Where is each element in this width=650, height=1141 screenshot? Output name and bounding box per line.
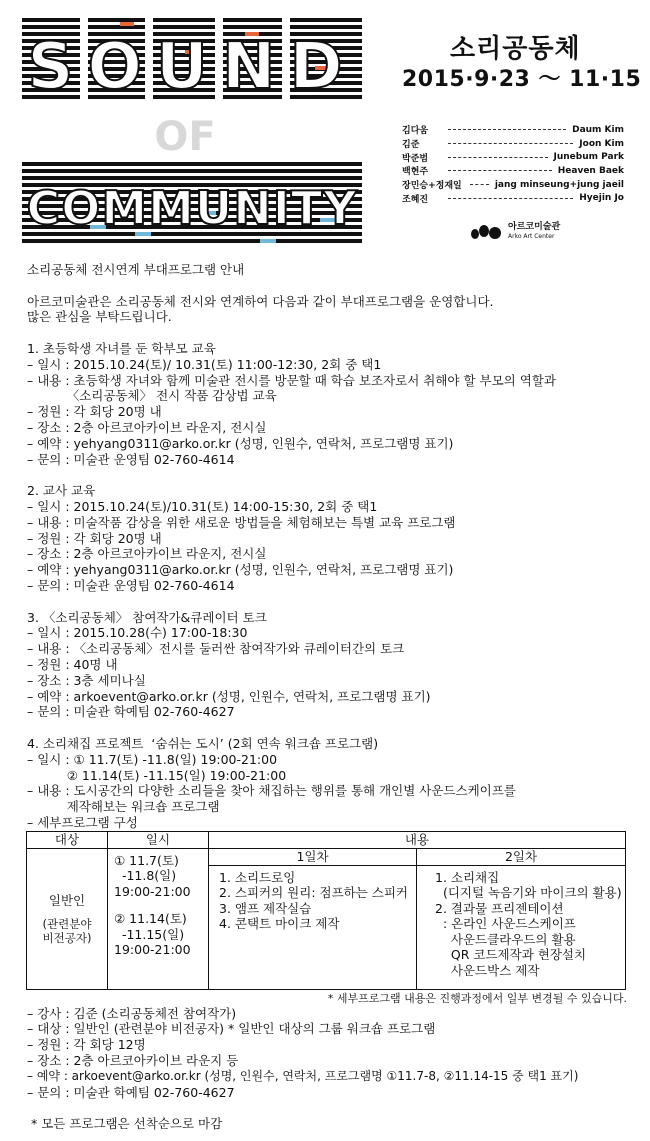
- date-line: ② 11.14(토): [114, 911, 187, 927]
- artist-credits: [402, 123, 624, 205]
- arko-logo: [470, 222, 560, 242]
- table-note: * 세부프로그램 내용은 진행과정에서 일부 변경될 수 있습니다.: [327, 991, 627, 1005]
- section-line: – 장소 : 3층 세미나실: [27, 672, 146, 688]
- section-1: [27, 341, 627, 467]
- logo-name-kr: 아르코미술관: [508, 222, 561, 232]
- section-line: – 문의 : 미술관 학예팀 02-760-4627: [27, 704, 235, 720]
- section-line: – 일시 : 2015.10.24(토)/ 10.31(토) 11:00-12:30, 2회 중 택1: [27, 356, 382, 372]
- credit-name-en: Joon Kim: [579, 138, 624, 149]
- credit-row: [402, 178, 624, 192]
- credit-name-en: Daum Kim: [572, 124, 624, 135]
- content-cell: [209, 848, 626, 989]
- section-line: – 일시 : ① 11.7(토) -11.8(일) 19:00-21:00: [27, 751, 278, 767]
- day2-item: 2. 결과물 프리젠테이션: [435, 900, 564, 916]
- section-line: – 내용 : 미술작품 감상을 위한 새로운 방법들을 체험해보는 특별 교육 프로그램: [27, 514, 456, 530]
- credit-name-en: Heaven Baek: [557, 165, 624, 176]
- title-sound: [22, 18, 362, 104]
- section-line: – 정원 : 각 회당 20명 내: [27, 404, 162, 420]
- credit-divider: [448, 198, 573, 199]
- program-notice: [27, 262, 627, 1132]
- day1-item: 3. 앰프 제작실습: [219, 900, 312, 916]
- credit-row: [402, 150, 624, 164]
- section-line: 〈소리공동체〉 전시 작품 감상법 교육: [27, 388, 277, 404]
- credit-name-kr: 김다움: [402, 126, 429, 137]
- title-word-of: OF: [154, 114, 216, 160]
- exhibition-dates: 2015·9·23 ～ 11·15: [402, 67, 642, 92]
- day1-item: 2. 스피커의 원리: 점프하는 스피커: [219, 885, 409, 901]
- section-line: – 장소 : 2층 아르코아카이브 라운지, 전시실: [27, 419, 267, 435]
- section-line: – 정원 : 각 회당 20명 내: [27, 530, 162, 546]
- section-line: – 세부프로그램 구성: [27, 814, 138, 830]
- section-line: – 일시 : 2015.10.28(수) 17:00-18:30: [27, 625, 248, 641]
- credit-divider: [448, 129, 566, 130]
- day1-cell: [209, 865, 417, 989]
- sound-of-community-title-graphic: [0, 0, 395, 255]
- logo-name-en: Arko Art Center: [508, 233, 555, 240]
- header-day1: 1일차: [209, 849, 417, 866]
- section-line: 3. 〈소리공동체〉 참여작가&큐레이터 토크: [27, 609, 267, 625]
- workshop-details: [27, 1006, 627, 1101]
- section-line: 제작해보는 워크숍 프로그램: [27, 799, 220, 815]
- date-line: 19:00-21:00: [114, 883, 191, 899]
- day2-cell: [417, 865, 626, 989]
- intro-line: 아르코미술관은 소리공동체 전시와 연계하여 다음과 같이 부대프로그램을 운영합니다.: [27, 293, 494, 309]
- date-cell: [108, 848, 209, 989]
- credit-row: [402, 137, 624, 151]
- day1-item: 1. 소리드로잉: [219, 869, 296, 885]
- credit-divider: [470, 184, 489, 185]
- day1-item: 4. 콘택트 마이크 제작: [219, 916, 340, 932]
- credit-name-en: Junebum Park: [553, 152, 624, 163]
- credit-name-kr: 장민승+정재일: [402, 181, 462, 192]
- detail-line: – 예약 : arkoevent@arko.or.kr (성명, 인원수, 연락처, 프로그램명 ①11.7-8, ②11.14-15 중 택1 표기): [27, 1068, 579, 1083]
- section-line: 2. 교사 교육: [27, 483, 96, 499]
- section-line: – 정원 : 40명 내: [27, 656, 118, 672]
- section-3: [27, 610, 627, 721]
- target-line: 일반인: [48, 892, 86, 908]
- poster-header: [0, 0, 650, 255]
- target-line: 비전공자): [42, 930, 92, 945]
- exhibition-title: 소리공동체: [450, 34, 581, 64]
- section-line: – 일시 : 2015.10.24(토)/10.31(토) 14:00-15:30, 2회 중 택1: [27, 498, 378, 514]
- day2-item: 사운드박스 제작: [435, 962, 540, 978]
- title-community: [22, 162, 362, 243]
- credit-row: [402, 123, 624, 137]
- credit-divider: [448, 157, 548, 158]
- credit-name-kr: 백현주: [402, 167, 429, 178]
- arko-logo-icon: [470, 224, 502, 240]
- credit-name-en: jang minseung+jung jaeil: [494, 179, 624, 190]
- credit-divider: [448, 170, 552, 171]
- credit-name-kr: 조혜진: [402, 194, 429, 205]
- credit-name-en: Hyejin Jo: [579, 193, 624, 204]
- header-date: 일시: [108, 831, 209, 848]
- credit-name-kr: 박준범: [402, 153, 429, 164]
- section-line: – 내용 : 도시공간의 다양한 소리들을 찾아 채집하는 행위를 통해 개인별 사운드스케이프를: [27, 783, 516, 799]
- title-word-sound: SOUND: [27, 30, 357, 104]
- section-2: [27, 483, 627, 594]
- day2-item: 사운드클라우드의 활용: [435, 931, 576, 947]
- section-line: – 예약 : yehyang0311@arko.or.kr (성명, 인원수, 연락처, 프로그램명 표기): [27, 435, 454, 451]
- day2-item: (디지털 녹음기와 마이크의 활용): [435, 885, 622, 901]
- date-line: ① 11.7(토): [114, 852, 179, 868]
- detail-line: – 대상 : 일반인 (관련분야 비전공자) * 일반인 대상의 그룹 워크숍 프로그램: [27, 1021, 436, 1037]
- date-line: -11.8(일): [114, 868, 177, 884]
- section-line: – 장소 : 2층 아르코아카이브 라운지, 전시실: [27, 546, 267, 562]
- header-target: 대상: [27, 831, 108, 848]
- day2-item: 1. 소리채집: [435, 869, 500, 885]
- target-line: (관련분야: [42, 916, 92, 931]
- section-line: 1. 초등학생 자녀를 둔 학부모 교육: [27, 340, 216, 356]
- credit-divider: [448, 143, 573, 144]
- detail-line: – 정원 : 각 회당 12명: [27, 1037, 146, 1053]
- section-4: [27, 736, 627, 831]
- target-cell: [27, 848, 108, 989]
- credit-name-kr: 김준: [402, 140, 420, 151]
- date-line: 19:00-21:00: [114, 942, 191, 958]
- section-line: – 내용 : 〈소리공동체〉전시를 둘러싼 참여작가와 큐레이터간의 토크: [27, 641, 405, 657]
- detail-line: – 문의 : 미술관 학예팀 02-760-4627: [27, 1084, 235, 1100]
- section-line: – 예약 : yehyang0311@arko.or.kr (성명, 인원수, 연락처, 프로그램명 표기): [27, 562, 454, 578]
- credit-row: [402, 164, 624, 178]
- logo-text: [508, 222, 560, 242]
- footer-note: * 모든 프로그램은 선착순으로 마감: [27, 1116, 223, 1132]
- notice-heading: 소리공동체 전시연계 부대프로그램 안내: [27, 262, 245, 277]
- day2-item: QR 코드제작과 현장설치: [435, 947, 587, 963]
- section-line: 4. 소리채집 프로젝트 ‘숨쉬는 도시’ (2회 연속 워크숍 프로그램): [27, 735, 379, 751]
- detail-line: – 장소 : 2층 아르코아카이브 라운지 등: [27, 1053, 239, 1069]
- workshop-schedule-table: [26, 831, 626, 990]
- intro-line: 많은 관심을 부탁드립니다.: [27, 309, 172, 325]
- header-content: 내용: [209, 831, 626, 848]
- detail-line: – 강사 : 김준 (소리공동체전 참여작가): [27, 1005, 237, 1021]
- section-line: – 예약 : arkoevent@arko.or.kr (성명, 인원수, 연락처, 프로그램명 표기): [27, 688, 431, 704]
- title-word-community: COMMUNITY: [26, 181, 358, 235]
- header-day2: 2일차: [417, 849, 626, 866]
- day2-item: : 온라인 사운드스케이프: [435, 916, 576, 932]
- credit-row: [402, 191, 624, 205]
- section-line: ② 11.14(토) -11.15(일) 19:00-21:00: [27, 767, 287, 783]
- section-line: – 문의 : 미술관 운영팀 02-760-4614: [27, 577, 235, 593]
- section-line: – 내용 : 초등학생 자녀와 함께 미술관 전시를 방문할 때 학습 보조자로서 취해야 할 부모의 역할과: [27, 372, 556, 388]
- section-line: – 문의 : 미술관 운영팀 02-760-4614: [27, 451, 235, 467]
- date-line: -11.15(일): [114, 926, 185, 942]
- content-days-table: [209, 849, 625, 989]
